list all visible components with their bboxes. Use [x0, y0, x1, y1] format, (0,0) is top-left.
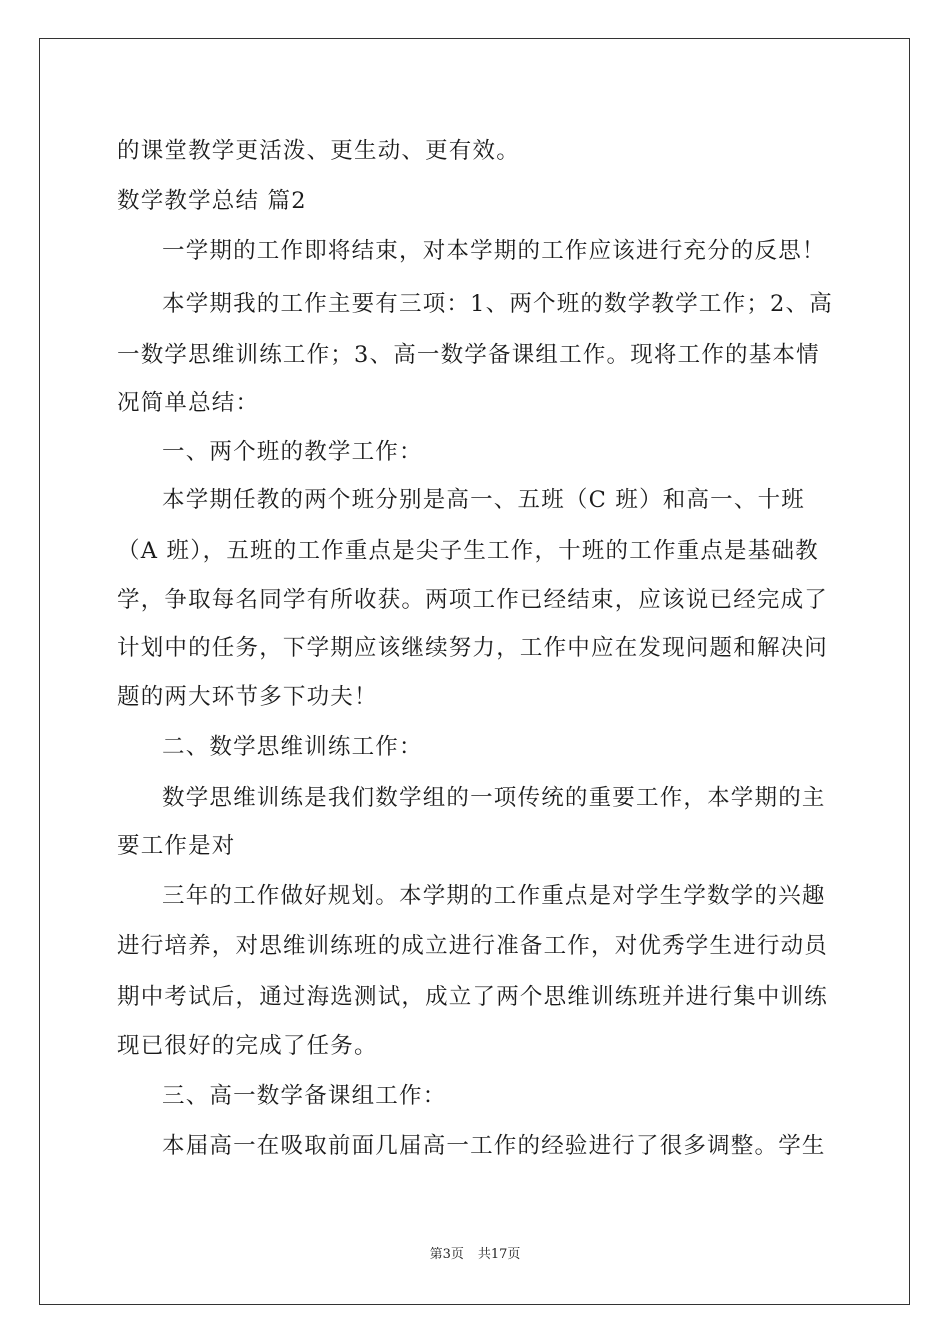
text-line: 数学思维训练是我们数学组的一项传统的重要工作，本学期的主	[162, 785, 826, 811]
text-line: 本届高一在吸取前面几届高一工作的经验进行了很多调整。学生	[162, 1133, 826, 1159]
text-line: 题的两大环节多下功夫！	[117, 684, 378, 710]
text-line: 况简单总结：	[117, 390, 260, 416]
text-line: 计划中的任务，下学期应该继续努力，工作中应在发现问题和解决问	[117, 635, 829, 661]
page-border	[39, 38, 910, 1305]
subsection-heading: 二、数学思维训练工作：	[162, 734, 423, 760]
text-line: 进行培养，对思维训练班的成立进行准备工作，对优秀学生进行动员	[117, 933, 829, 959]
text-line: 本学期任教的两个班分别是高一、五班（C 班）和高一、十班	[162, 487, 805, 513]
text-line: 本学期我的工作主要有三项：1、两个班的数学教学工作；2、高	[162, 291, 833, 317]
text-line: （A 班），五班的工作重点是尖子生工作，十班的工作重点是基础教	[117, 538, 819, 564]
section-heading: 数学教学总结 篇2	[117, 188, 307, 214]
text-line: 现已很好的完成了任务。	[117, 1033, 378, 1059]
text-line: 要工作是对	[117, 833, 236, 859]
text-line: 的课堂教学更活泼、更生动、更有效。	[117, 138, 520, 164]
text-line: 学，争取每名同学有所收获。两项工作已经结束，应该说已经完成了	[117, 587, 829, 613]
page-footer	[0, 1243, 950, 1262]
subsection-heading: 三、高一数学备课组工作：	[162, 1083, 447, 1109]
page-total: 共17页	[477, 1247, 521, 1262]
page-number: 第3页	[429, 1247, 464, 1262]
subsection-heading: 一、两个班的教学工作：	[162, 439, 423, 465]
text-line: 一学期的工作即将结束，对本学期的工作应该进行充分的反思！	[162, 238, 826, 264]
text-line: 一数学思维训练工作；3、高一数学备课组工作。现将工作的基本情	[117, 342, 820, 368]
text-line: 三年的工作做好规划。本学期的工作重点是对学生学数学的兴趣	[162, 883, 826, 909]
text-line: 期中考试后，通过海选测试，成立了两个思维训练班并进行集中训练	[117, 984, 829, 1010]
